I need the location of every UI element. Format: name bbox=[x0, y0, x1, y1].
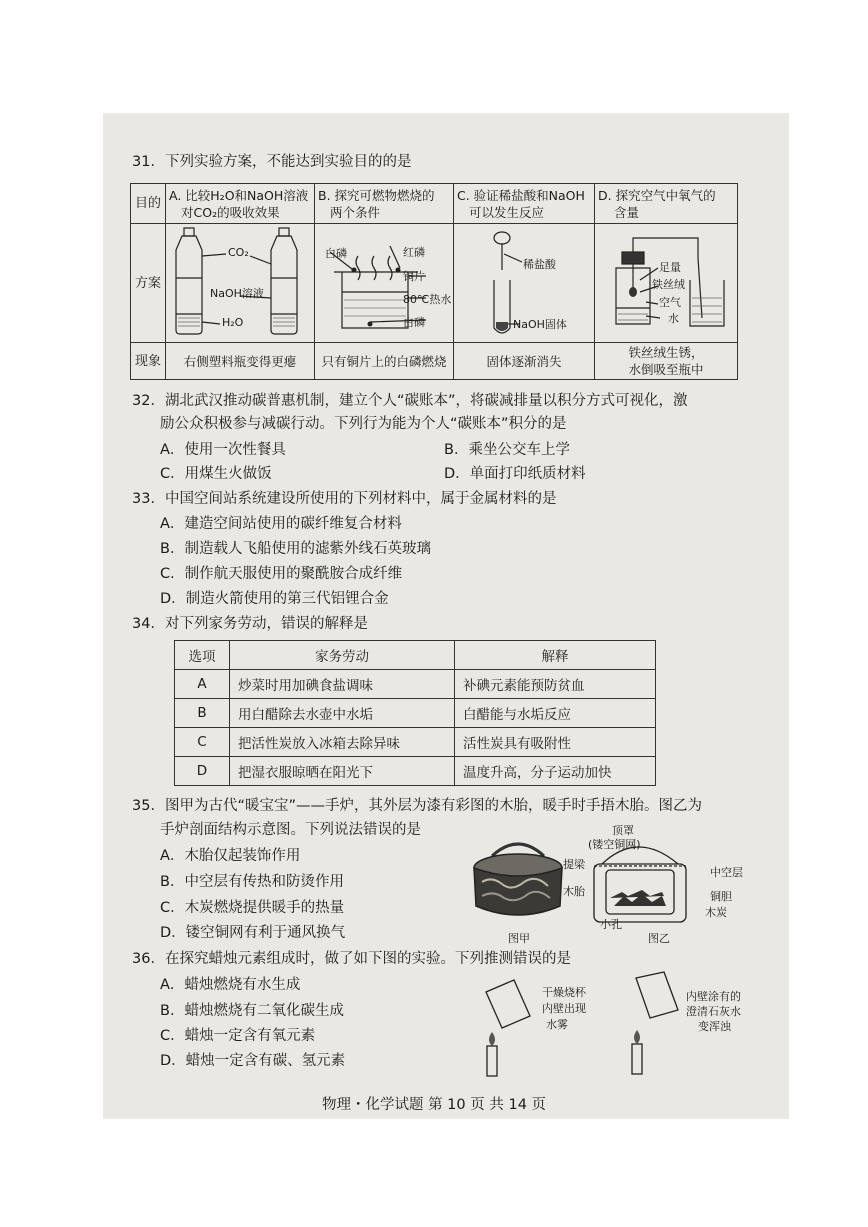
q34-row-d-chore: 把湿衣服晾晒在阳光下 bbox=[230, 757, 455, 786]
q36-option-c: C．蜡烛一定含有氧元素 bbox=[160, 1028, 316, 1044]
q36-stem: 36．在探究蜡烛元素组成时，做了如下图的实验。下列推测错误的是 bbox=[132, 951, 571, 967]
q36-label-left-line3: 水雾 bbox=[546, 1018, 568, 1031]
a-label-naoh: NaOH溶液 bbox=[210, 287, 264, 300]
q36-option-b: B．蜡烛燃烧有二氧化碳生成 bbox=[160, 1003, 344, 1019]
b-label-white-p-top: 白磷 bbox=[325, 247, 347, 260]
q35-label-hole: 小孔 bbox=[600, 918, 622, 931]
q34-table bbox=[174, 640, 656, 786]
q34-row-b-chore: 用白醋除去水壶中水垢 bbox=[230, 699, 455, 728]
q32-option-c: C．用煤生火做饭 bbox=[160, 466, 272, 482]
q32-option-a: A．使用一次性餐具 bbox=[160, 442, 286, 458]
b-label-hot-water: 80℃热水 bbox=[403, 293, 452, 306]
q33-option-a: A．建造空间站使用的碳纤维复合材料 bbox=[160, 516, 402, 532]
c-purpose: C. 验证稀盐酸和NaOH 可以发生反应 bbox=[454, 184, 595, 224]
q36-label-left-line1: 干燥烧杯 bbox=[542, 986, 586, 999]
q34-row-c-option: C bbox=[175, 728, 230, 757]
q36-option-d: D．蜡烛一定含有碳、氢元素 bbox=[160, 1053, 346, 1069]
a-label-co2: CO₂ bbox=[228, 246, 249, 259]
q33-option-c: C．制作航天服使用的聚酰胺合成纤维 bbox=[160, 566, 403, 582]
q35-fig-a-caption: 图甲 bbox=[508, 932, 530, 945]
q34-row-b-option: B bbox=[175, 699, 230, 728]
q34-row-c-explanation: 活性炭具有吸附性 bbox=[455, 728, 656, 757]
page-footer: 物理・化学试题 第 10 页 共 14 页 bbox=[321, 1097, 547, 1113]
q35-label-liner: 铜胆 bbox=[710, 890, 732, 903]
q34-row-d-option: D bbox=[175, 757, 230, 786]
q32-stem-line1: 32．湖北武汉推动碳普惠机制，建立个人“碳账本”，将碳减排量以积分方式可视化，激 bbox=[132, 393, 688, 409]
q35-option-a: A．木胎仅起装饰作用 bbox=[160, 848, 301, 864]
q35-label-top1: 顶罩 bbox=[612, 824, 634, 837]
q32-stem-line2: 励公众积极参与减碳行动。下列行为能为个人“碳账本”积分的是 bbox=[160, 416, 567, 432]
q36-label-left-line2: 内壁出现 bbox=[542, 1002, 586, 1015]
q36-label-right-line2: 澄清石灰水 bbox=[686, 1005, 741, 1018]
d-label-water: 水 bbox=[668, 312, 679, 325]
d-phenomenon: 铁丝绒生锈， 水倒吸至瓶中 bbox=[595, 343, 738, 380]
q34-row-d-explanation: 温度升高，分子运动加快 bbox=[455, 757, 656, 786]
q34-row-b-explanation: 白醋能与水垢反应 bbox=[455, 699, 656, 728]
c-label-hcl: 稀盐酸 bbox=[523, 258, 556, 271]
q35-label-top2: (镂空铜网) bbox=[588, 838, 641, 851]
b-label-white-p-bottom: 白磷 bbox=[403, 316, 425, 329]
d-label-steel-wool: 铁丝绒 bbox=[652, 278, 685, 291]
q35-option-c: C．木炭燃烧提供暖手的热量 bbox=[160, 900, 345, 916]
q36-label-right-line1: 内壁涂有的 bbox=[686, 990, 741, 1003]
a-phenomenon: 右侧塑料瓶变得更瘪 bbox=[166, 343, 315, 380]
candle-dry-beaker-diagram bbox=[478, 976, 540, 1081]
q36-option-a: A．蜡烛燃烧有水生成 bbox=[160, 977, 301, 993]
q35-stem-line2: 手炉剖面结构示意图。下列说法错误的是 bbox=[160, 822, 421, 838]
c-phenomenon: 固体逐渐消失 bbox=[454, 343, 595, 380]
q35-label-wood: 木胎 bbox=[563, 885, 585, 898]
q35-option-b: B．中空层有传热和防烫作用 bbox=[160, 874, 344, 890]
q34-header-explanation: 解释 bbox=[455, 641, 656, 670]
q33-option-d: D．制造火箭使用的第三代铝锂合金 bbox=[160, 591, 389, 607]
c-label-naoh-solid: NaOH固体 bbox=[513, 318, 567, 331]
b-label-red-p: 红磷 bbox=[403, 246, 425, 259]
d-label-sufficient: 足量 bbox=[659, 261, 681, 274]
q34-header-chore: 家务劳动 bbox=[230, 641, 455, 670]
hand-warmer-photo bbox=[468, 838, 568, 920]
q32-option-b: B．乘坐公交车上学 bbox=[444, 442, 570, 458]
header-purpose: 目的 bbox=[131, 184, 166, 224]
q35-option-d: D．镂空铜网有利于通风换气 bbox=[160, 925, 346, 941]
b-phenomenon: 只有铜片上的白磷燃烧 bbox=[315, 343, 454, 380]
q32-option-d: D．单面打印纸质材料 bbox=[444, 466, 586, 482]
q34-stem: 34．对下列家务劳动，错误的解释是 bbox=[132, 616, 368, 632]
d-label-air: 空气 bbox=[659, 296, 681, 309]
q35-label-layer: 中空层 bbox=[710, 866, 743, 879]
q34-row-a-explanation: 补碘元素能预防贫血 bbox=[455, 670, 656, 699]
q33-option-b: B．制造载人飞船使用的滤紫外线石英玻璃 bbox=[160, 541, 431, 557]
q36-label-right-line3: 变浑浊 bbox=[698, 1020, 731, 1033]
q33-stem: 33．中国空间站系统建设所使用的下列材料中，属于金属材料的是 bbox=[132, 491, 557, 507]
b-label-copper: 铜片 bbox=[403, 270, 425, 283]
q35-fig-b-caption: 图乙 bbox=[648, 932, 670, 945]
d-purpose: D. 探究空气中氧气的 含量 bbox=[595, 184, 738, 224]
q31-stem: 31．下列实验方案，不能达到实验目的的是 bbox=[132, 154, 412, 170]
candle-limewater-beaker-diagram bbox=[622, 970, 684, 1080]
q34-row-c-chore: 把活性炭放入冰箱去除异味 bbox=[230, 728, 455, 757]
a-label-water: H₂O bbox=[222, 316, 244, 329]
header-phenomenon: 现象 bbox=[131, 343, 166, 380]
a-purpose: A. 比较H₂O和NaOH溶液 对CO₂的吸收效果 bbox=[166, 184, 315, 224]
q34-row-a-chore: 炒菜时用加碘食盐调味 bbox=[230, 670, 455, 699]
q35-label-handle: 提梁 bbox=[563, 858, 585, 871]
q34-header-option: 选项 bbox=[175, 641, 230, 670]
q35-label-charcoal: 木炭 bbox=[705, 906, 727, 919]
b-purpose: B. 探究可燃物燃烧的 两个条件 bbox=[315, 184, 454, 224]
q34-row-a-option: A bbox=[175, 670, 230, 699]
q35-stem-line1: 35．图甲为古代“暖宝宝”——手炉，其外层为漆有彩图的木胎，暖手时手捂木胎。图乙为 bbox=[132, 798, 702, 814]
header-plan: 方案 bbox=[131, 224, 166, 343]
